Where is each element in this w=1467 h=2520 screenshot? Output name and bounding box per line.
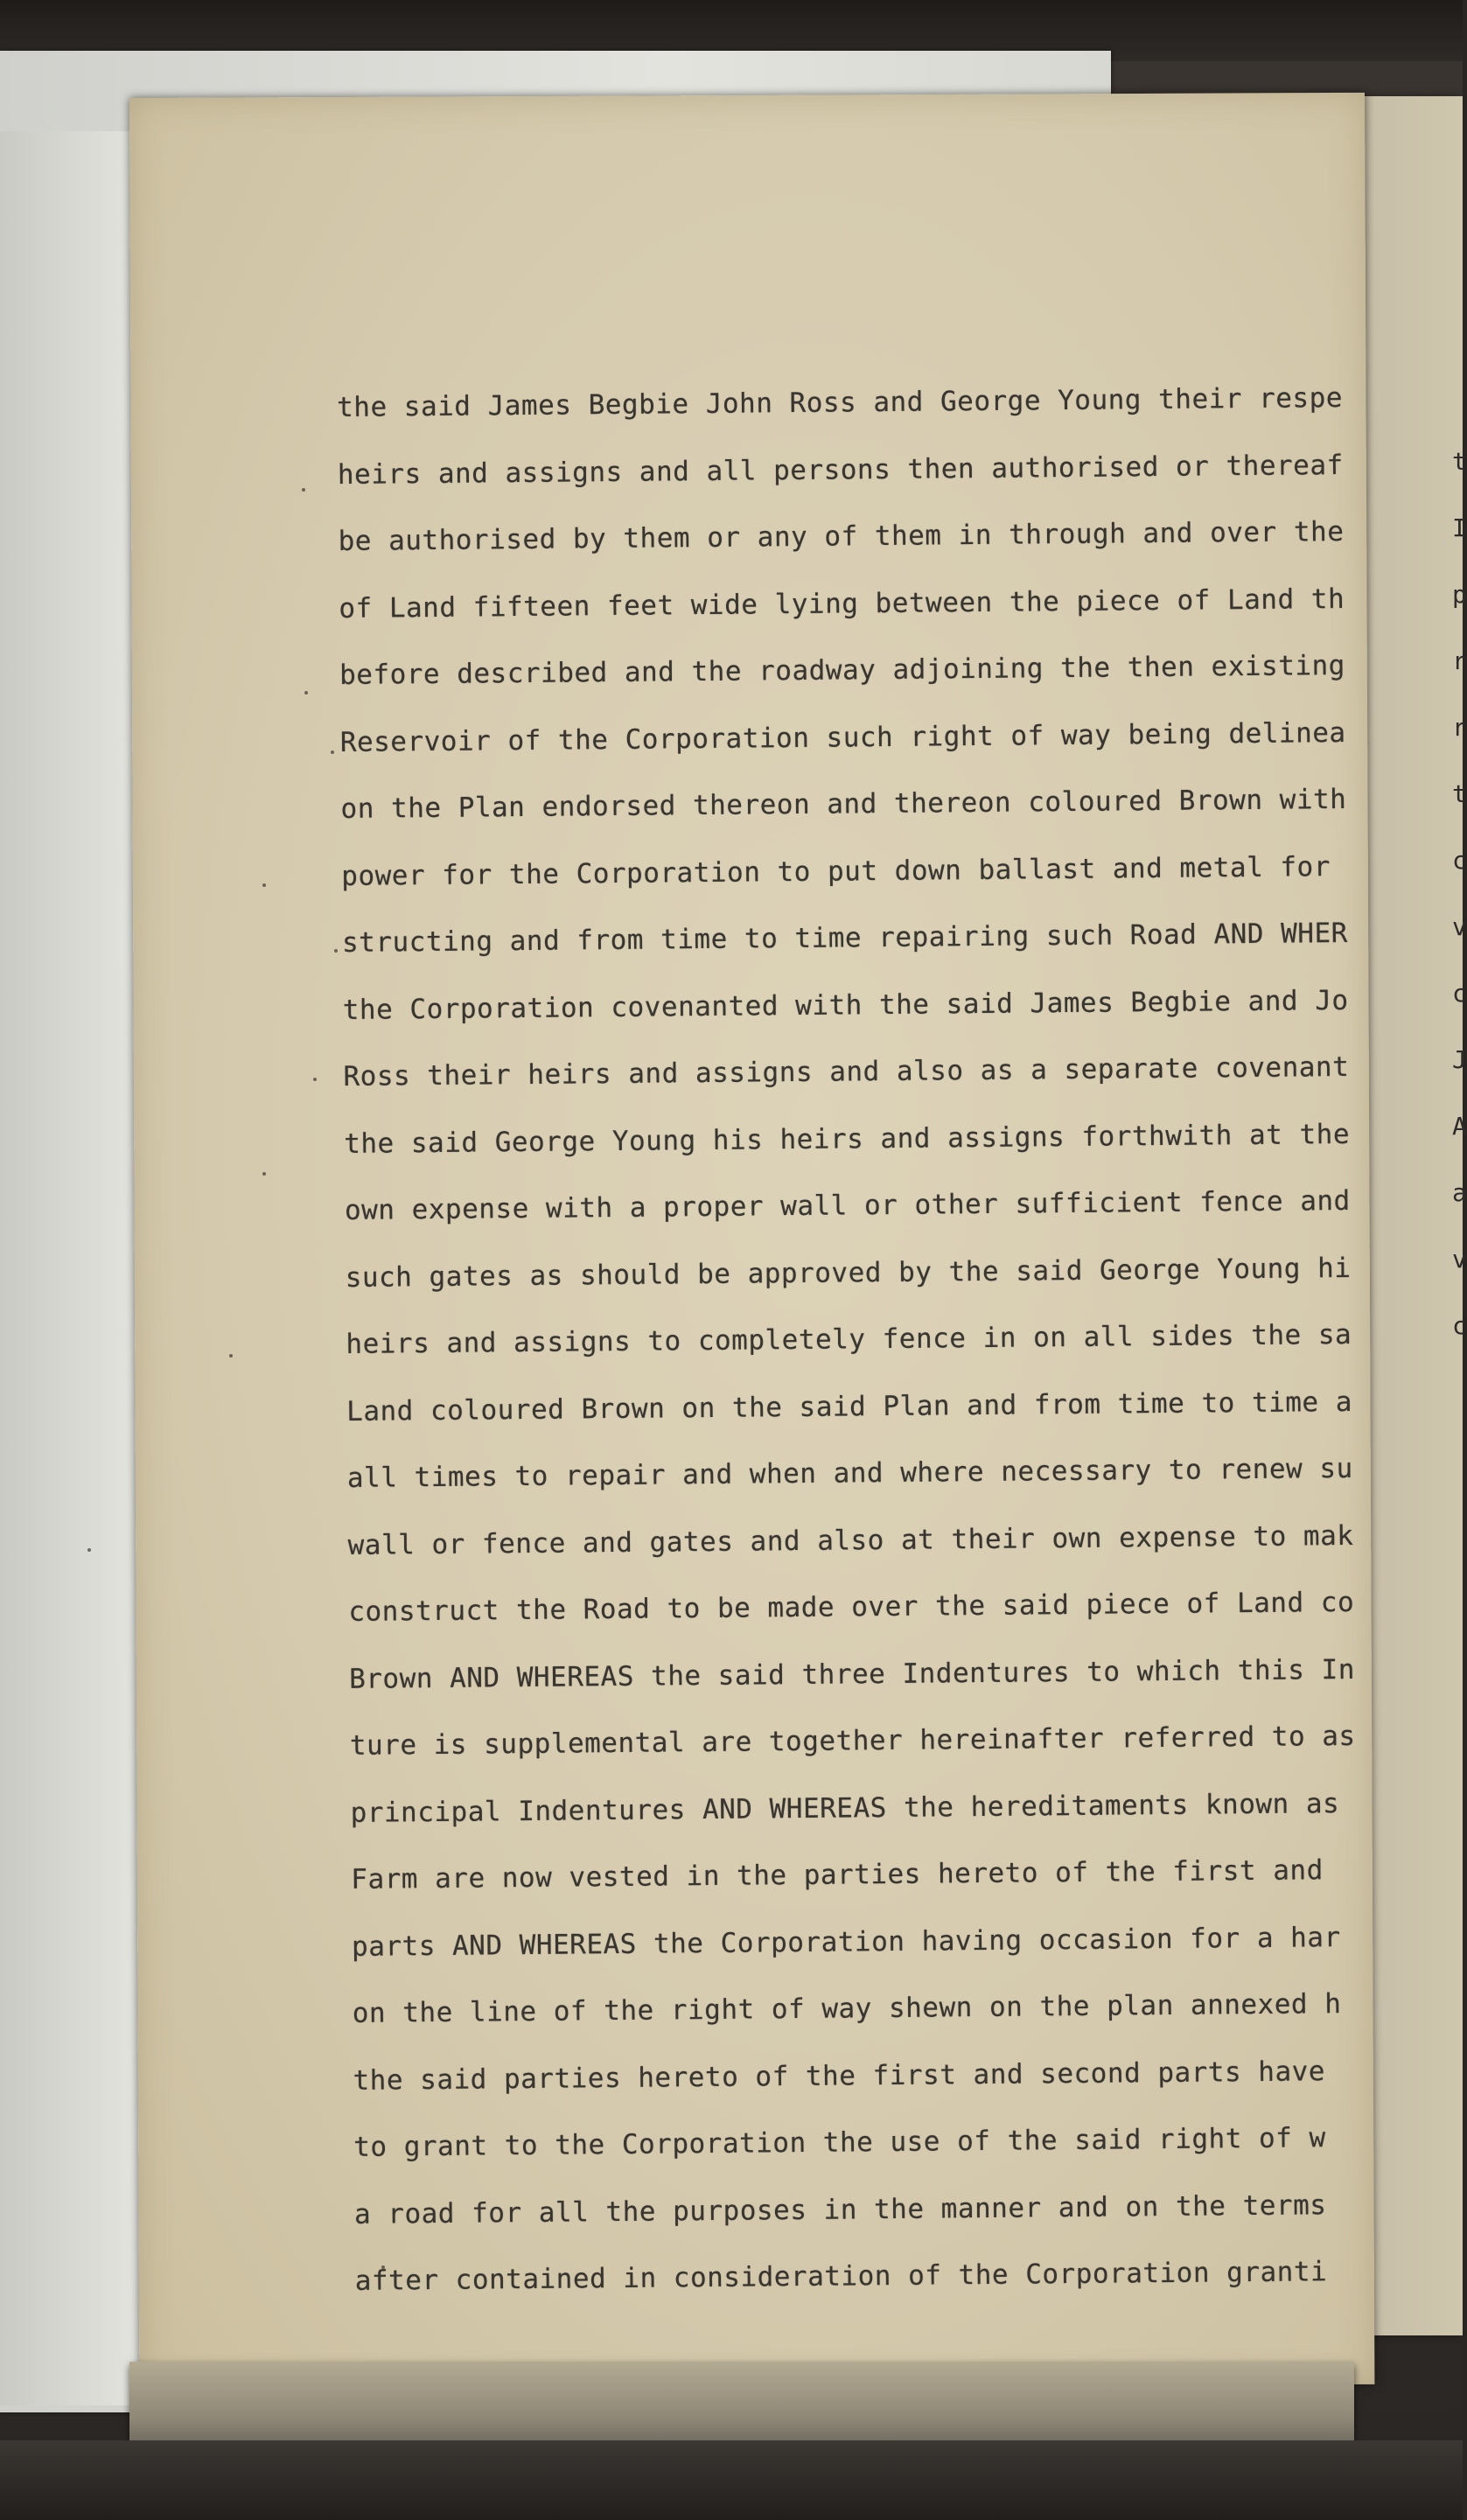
text-line: Farm are now vested in the parties hereto of the first and <box>351 1854 1324 1895</box>
text-line: before described and the roadway adjoining the then existing <box>339 649 1346 691</box>
text-line: Reservoir of the Corporation such right of way being delinea <box>339 716 1346 758</box>
text-line: ture is supplemental are together hereinafter referred to as <box>349 1720 1356 1762</box>
next-page-glyph: c <box>1452 979 1467 1008</box>
text-line: the said James Begbie John Ross and George Young their respe <box>337 381 1344 423</box>
next-page-glyphs <box>1452 429 1467 1359</box>
next-page-glyph: c <box>1452 1311 1467 1340</box>
text-line: Ross their heirs and assigns and also as a separate covenant <box>343 1051 1350 1092</box>
text-line: wall or fence and gates and also at their own expense to mak <box>347 1519 1354 1561</box>
text-line: such gates as should be approved by the said George Young hi <box>345 1252 1352 1294</box>
next-page-glyph: J <box>1452 1045 1467 1074</box>
text-line: heirs and assigns to completely fence in on all sides the sa <box>346 1318 1352 1360</box>
next-page-glyph: c <box>1452 846 1467 875</box>
text-line: Brown AND WHEREAS the said three Indentures to which this In <box>348 1653 1356 1695</box>
margin-mark <box>313 1078 317 1081</box>
margin-mark <box>302 488 305 492</box>
text-line: on the line of the right of way shewn on the plan annexed h <box>352 1988 1342 2029</box>
text-line: principal Indentures AND WHEREAS the hereditaments known as <box>350 1787 1340 1829</box>
next-page-glyph: A <box>1452 1112 1467 1141</box>
text-line: construct the Road to be made over the said piece of Land co <box>348 1586 1355 1628</box>
margin-mark <box>334 949 338 953</box>
typed-text-block <box>337 382 1386 2333</box>
text-line: all times to repair and when and where necessary to renew su <box>346 1452 1353 1494</box>
text-line: parts AND WHEREAS the Corporation having occasion for a har <box>351 1921 1341 1963</box>
margin-mark <box>304 691 308 695</box>
margin-mark <box>229 1354 233 1358</box>
margin-mark <box>331 750 334 754</box>
margin-mark <box>262 883 266 887</box>
text-line: to grant to the Corporation the use of the said right of w <box>353 2122 1326 2163</box>
text-line: of Land fifteen feet wide lying between the piece of Land th <box>339 583 1345 625</box>
text-line: the Corporation covenanted with the said James Begbie and Jo <box>342 984 1349 1026</box>
next-page-glyph: p <box>1452 580 1467 609</box>
next-page-glyph: v <box>1452 912 1467 941</box>
text-line: the said parties hereto of the first and second parts have <box>353 2055 1326 2097</box>
bottom-dark-strip <box>0 2440 1463 2520</box>
next-page-glyph: a <box>1452 1178 1467 1207</box>
margin-mark <box>87 1548 91 1552</box>
text-line: on the Plan endorsed thereon and thereon coloured Brown with <box>340 783 1347 825</box>
margin-mark <box>262 1172 266 1176</box>
text-line: heirs and assigns and all persons then authorised or thereaf <box>337 449 1344 491</box>
next-page-glyph: t <box>1452 779 1467 808</box>
text-line: own expense with a proper wall or other sufficient fence and <box>344 1184 1351 1226</box>
next-page-glyph: v <box>1452 1245 1467 1274</box>
text-line: be authorised by them or any of them in through and over the <box>338 515 1345 557</box>
next-page-glyph: r <box>1452 713 1467 742</box>
text-line: Land coloured Brown on the said Plan and from time to time a <box>346 1386 1353 1428</box>
text-line: after contained in consideration of the Corporation granti <box>354 2256 1328 2297</box>
next-page-glyph: I <box>1452 513 1467 542</box>
text-line: the said George Young his heirs and assigns forthwith at the <box>344 1118 1351 1160</box>
next-page-glyph: t <box>1452 447 1467 476</box>
next-page-glyph: r <box>1452 646 1467 675</box>
text-line: a road for all the purposes in the manner and on the terms <box>353 2188 1327 2230</box>
text-line: power for the Corporation to put down ballast and metal for <box>341 850 1331 892</box>
text-line: structing and from time to time repairing such Road AND WHER <box>341 917 1348 959</box>
